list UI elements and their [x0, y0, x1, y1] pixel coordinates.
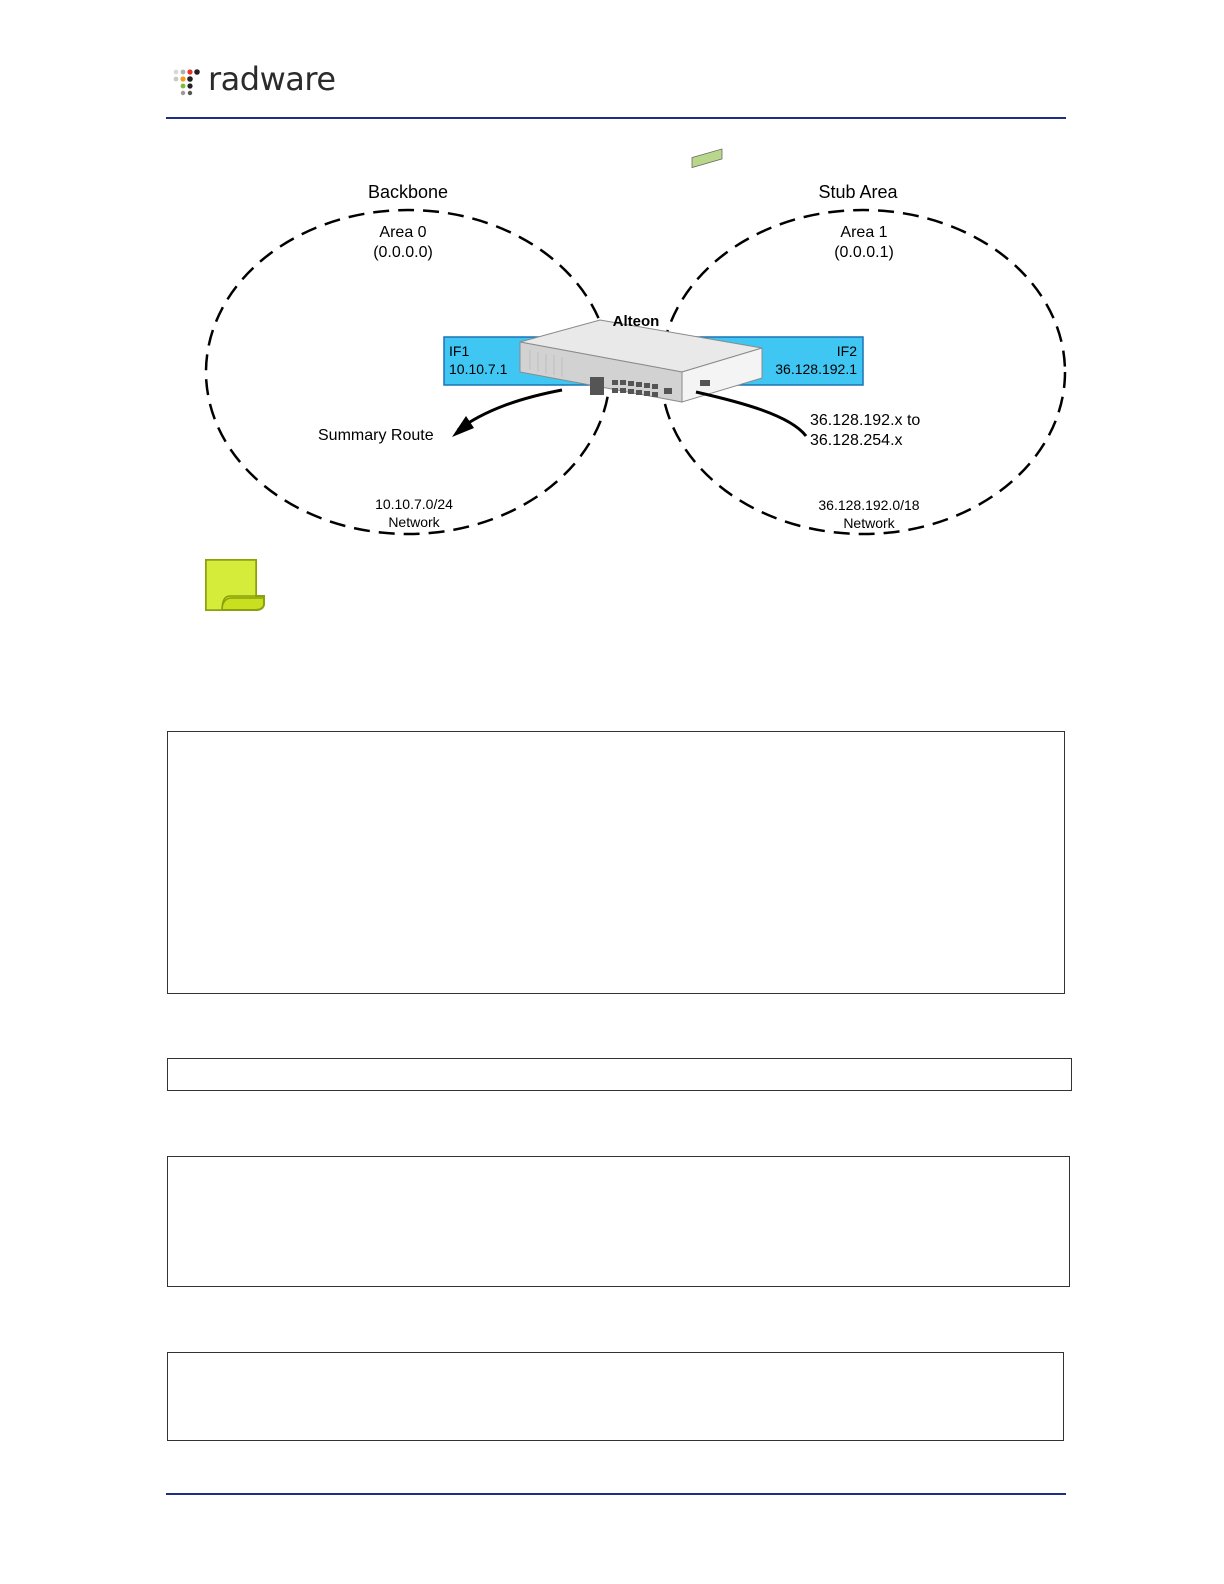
code-box-4: [167, 1352, 1064, 1441]
range-line2: 36.128.254.x: [810, 432, 903, 449]
if1-ip: 10.10.7.1: [449, 361, 508, 377]
stub-title: Stub Area: [818, 182, 898, 202]
stub-area-id: (0.0.0.1): [834, 244, 894, 261]
if2-name: IF2: [836, 343, 857, 359]
note-icon: [200, 556, 268, 614]
code-box-2: [167, 1058, 1072, 1091]
summary-route-arrow: [458, 390, 562, 430]
device-label: Alteon: [612, 313, 660, 330]
backbone-network-line1: 10.10.7.0/24: [375, 496, 453, 512]
range-line1: 36.128.192.x to: [810, 412, 921, 429]
stub-network-line2: Network: [843, 515, 895, 531]
backbone-area-name: Area 0: [379, 224, 427, 241]
summary-route-label: Summary Route: [318, 427, 434, 444]
backbone-area-id: (0.0.0.0): [373, 244, 433, 261]
alteon-appliance-icon: [520, 149, 762, 402]
if1-name: IF1: [449, 343, 470, 359]
summary-route-arrowhead: [452, 416, 474, 437]
stub-area-name: Area 1: [840, 224, 888, 241]
code-box-3: [167, 1156, 1070, 1287]
backbone-network-line2: Network: [388, 514, 440, 530]
logo-text: radware: [208, 60, 336, 98]
backbone-title: Backbone: [367, 182, 449, 202]
ospf-diagram: [0, 0, 1224, 560]
range-connection-line: [696, 392, 806, 436]
code-box-1: [167, 731, 1065, 994]
footer-rule: [166, 1493, 1066, 1495]
stub-network-line1: 36.128.192.0/18: [818, 497, 920, 513]
if2-ip: 36.128.192.1: [775, 361, 857, 377]
